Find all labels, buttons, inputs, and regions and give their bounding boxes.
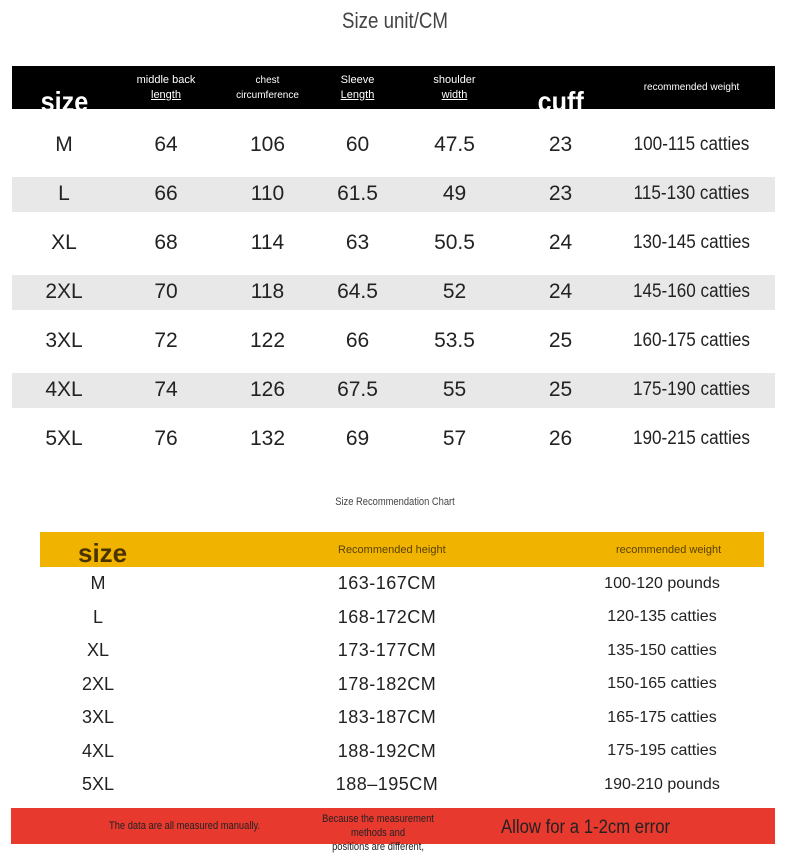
table-row [40, 601, 764, 635]
cell-size: 5XL [45, 426, 83, 450]
cell-sleeve: 61.5 [337, 181, 378, 205]
cell-height: 183-187CM [337, 707, 437, 728]
cell-middle-back: 74 [154, 377, 178, 401]
cell-size: 4XL [81, 740, 115, 761]
cell-chest: 106 [249, 132, 286, 156]
cell-size: 2XL [45, 279, 83, 303]
recommendation-table-header [40, 532, 764, 567]
cell-chest: 110 [250, 181, 285, 205]
header-recommended-height: Recommended height [338, 543, 446, 556]
table-row [12, 218, 775, 267]
footer-banner [11, 808, 775, 853]
cell-shoulder: 47.5 [434, 132, 475, 156]
cell-size: L [92, 606, 103, 627]
cell-weight: 135-150 catties [607, 641, 717, 659]
cell-sleeve: 67.5 [337, 377, 378, 401]
table-row [12, 365, 775, 414]
cell-weight: 150-165 catties [607, 675, 717, 693]
cell-weight: 160-175 catties [633, 329, 750, 351]
footer-note-methods: Because the measurement methods and positions are different, [322, 813, 434, 853]
table-row [40, 768, 764, 802]
cell-height: 188-192CM [337, 740, 437, 761]
cell-middle-back: 68 [154, 230, 178, 254]
cell-weight: 130-145 catties [633, 231, 750, 253]
table-row [40, 668, 764, 702]
header-recommended-weight: recommended weight [643, 82, 740, 93]
cell-shoulder: 55 [442, 377, 467, 401]
cell-weight: 175-195 catties [607, 742, 717, 760]
size-table-header [12, 66, 775, 117]
page-title: Size unit/CM [341, 8, 449, 33]
header-recommended-weight: recommended weight [616, 543, 722, 556]
table-row [40, 634, 764, 668]
cell-shoulder: 49 [442, 181, 467, 205]
cell-sleeve: 63 [345, 230, 370, 254]
cell-shoulder: 50.5 [434, 230, 475, 254]
cell-size: M [55, 132, 73, 156]
cell-size: 5XL [81, 774, 115, 795]
cell-chest: 122 [249, 328, 286, 352]
cell-size: 3XL [81, 707, 115, 728]
cell-size: XL [86, 640, 110, 661]
cell-weight: 190-215 catties [633, 427, 750, 449]
table-row [12, 169, 775, 218]
cell-size: 2XL [81, 673, 115, 694]
footer-note-error: Allow for a 1-2cm error [501, 817, 671, 838]
cell-weight: 190-210 pounds [604, 775, 720, 793]
cell-middle-back: 70 [154, 279, 178, 303]
cell-weight: 145-160 catties [633, 280, 750, 302]
cell-size: 4XL [45, 377, 83, 401]
header-chest-circumference: chest circumference [236, 74, 299, 101]
cell-cuff: 24 [548, 230, 573, 254]
cell-cuff: 25 [548, 377, 573, 401]
cell-weight: 100-115 catties [633, 133, 750, 155]
cell-chest: 114 [250, 230, 285, 254]
cell-size: M [90, 573, 106, 594]
cell-cuff: 25 [548, 328, 573, 352]
cell-height: 168-172CM [337, 606, 437, 627]
cell-shoulder: 57 [442, 426, 467, 450]
cell-size: XL [51, 230, 77, 254]
recommendation-table [40, 532, 764, 802]
header-sleeve-length: Sleeve Length [340, 73, 375, 101]
cell-cuff: 23 [548, 132, 573, 156]
table-row [40, 567, 764, 601]
cell-weight: 115-130 catties [633, 182, 750, 204]
cell-height: 173-177CM [337, 640, 437, 661]
cell-weight: 175-190 catties [633, 378, 750, 400]
table-row [12, 267, 775, 316]
cell-cuff: 24 [548, 279, 573, 303]
header-cuff: cuff [537, 86, 584, 117]
header-middle-back-length: middle back length [136, 73, 196, 101]
cell-height: 178-182CM [337, 673, 437, 694]
header-size: size [40, 86, 88, 117]
cell-weight: 165-175 catties [607, 708, 717, 726]
table-row [40, 701, 764, 735]
cell-cuff: 23 [548, 181, 573, 205]
cell-middle-back: 72 [154, 328, 178, 352]
cell-height: 188–195CM [335, 774, 439, 795]
cell-middle-back: 64 [154, 132, 178, 156]
cell-middle-back: 66 [154, 181, 178, 205]
cell-chest: 126 [249, 377, 286, 401]
header-shoulder-width: shoulder width [433, 73, 476, 101]
cell-sleeve: 66 [345, 328, 370, 352]
header-size: size [78, 538, 128, 568]
cell-chest: 118 [250, 279, 285, 303]
cell-shoulder: 52 [442, 279, 467, 303]
cell-weight: 100-120 pounds [604, 574, 720, 592]
cell-sleeve: 64.5 [337, 279, 378, 303]
table-row [12, 414, 775, 463]
cell-shoulder: 53.5 [434, 328, 475, 352]
cell-sleeve: 69 [345, 426, 370, 450]
table-row [12, 120, 775, 169]
table-row [40, 735, 764, 769]
size-table [12, 66, 775, 463]
cell-size: L [58, 181, 70, 205]
cell-weight: 120-135 catties [607, 608, 717, 626]
cell-size: 3XL [45, 328, 83, 352]
footer-note-manual: The data are all measured manually. [109, 820, 261, 832]
cell-cuff: 26 [548, 426, 573, 450]
cell-height: 163-167CM [337, 573, 437, 594]
cell-sleeve: 60 [345, 132, 370, 156]
cell-middle-back: 76 [154, 426, 178, 450]
table-row [12, 316, 775, 365]
chart-subtitle: Size Recommendation Chart [335, 496, 455, 508]
cell-chest: 132 [249, 426, 286, 450]
